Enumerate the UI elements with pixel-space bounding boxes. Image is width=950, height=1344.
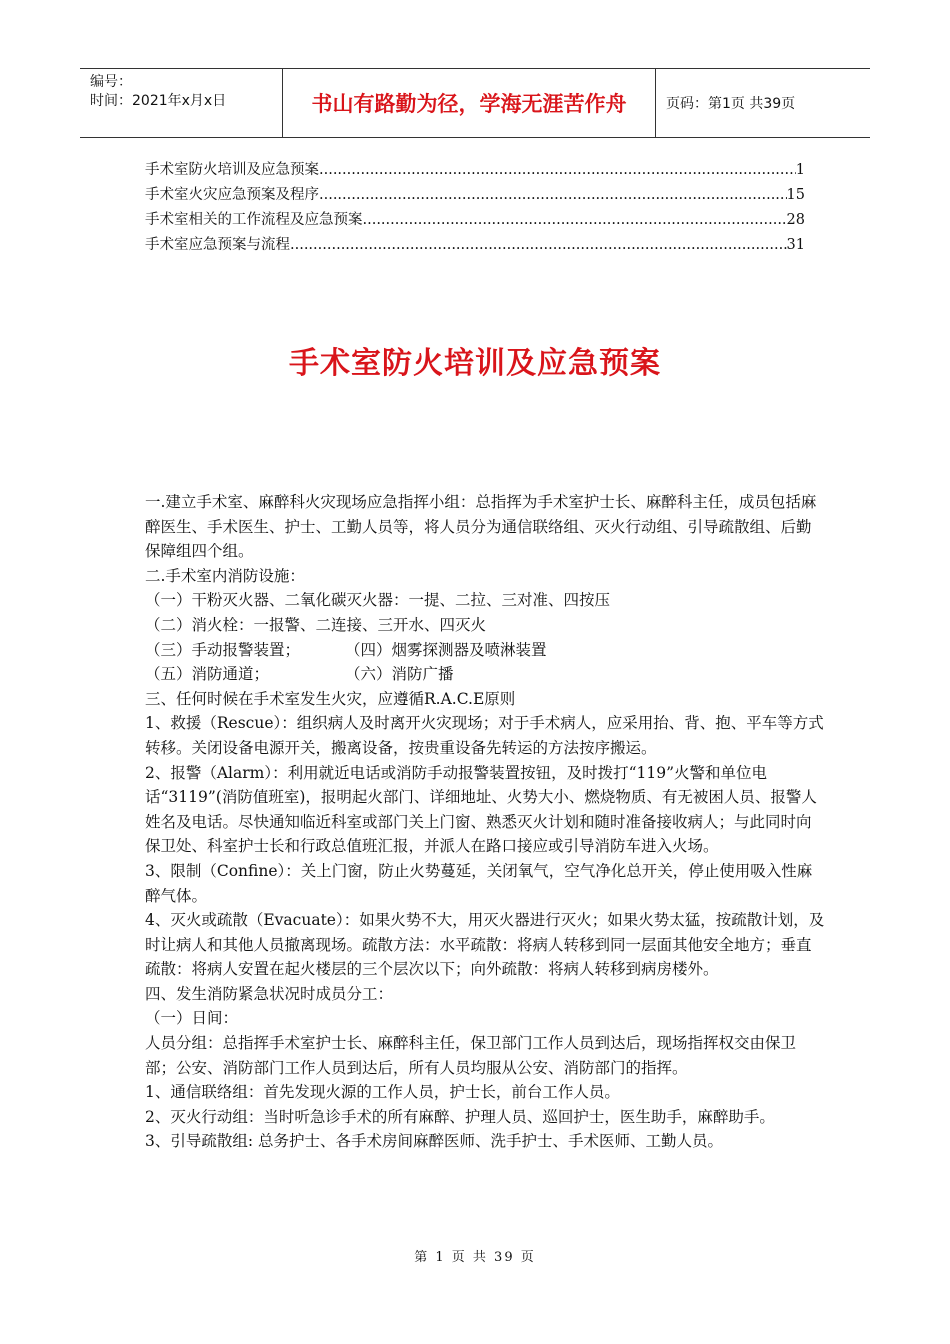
paragraph: 4、灭火或疏散（Evacuate）：如果火势不大，用灭火器进行灭火；如果火势太猛，按疏散计划，及时让病人和其他人员撤离现场。疏散方法：水平疏散：将病人转移到同一层面其他安全地方；垂直疏散：将病人安置在起火楼层的三个层次以下；向外疏散：将病人转移到病房楼外。 [145, 911, 825, 979]
toc-entry[interactable] [145, 208, 805, 233]
page-header [80, 68, 870, 138]
paragraph-item: （六）消防广播 [345, 665, 454, 684]
paragraph-pair [145, 662, 825, 687]
paragraph: 3、限制（Confine）：关上门窗，防止火势蔓延，关闭氧气，空气净化总开关，停止使用吸入性麻醉气体。 [145, 861, 813, 905]
toc-entry-title: 手术室相关的工作流程及应急预案 [145, 212, 363, 228]
toc-entry-page: 28 [786, 212, 805, 228]
toc-entry-title: 手术室防火培训及应急预案 [145, 162, 319, 178]
page-footer: 第 1 页 共 39 页 [414, 1250, 536, 1265]
toc-leader-dots [363, 208, 787, 233]
paragraph: （一）日间： [145, 1009, 239, 1028]
toc-leader-dots [319, 158, 796, 183]
paragraph: 人员分组：总指挥手术室护士长、麻醉科主任，保卫部门工作人员到达后，现场指挥权交由保卫部；公安、消防部门工作人员到达后，所有人员均服从公安、消防部门的指挥。 [145, 1034, 797, 1077]
paragraph-item: （五）消防通道； [145, 665, 270, 684]
toc-entry[interactable] [145, 183, 805, 208]
paragraph-item: （四）烟雾探测器及喷淋装置 [345, 640, 547, 659]
toc-entry-title: 手术室应急预案与流程 [145, 237, 290, 253]
toc-entry[interactable] [145, 233, 805, 258]
paragraph: 二.手术室内消防设施： [145, 566, 305, 585]
paragraph: 四、发生消防紧急状况时成员分工： [145, 984, 394, 1003]
date-line: 时间：2021年x月x日 [90, 93, 227, 109]
paragraph: 2、报警（Alarm）：利用就近电话或消防手动报警装置按钮，及时拨打“119”火警和单位电话“3119”(消防值班室)，报明起火部门、详细地址、火势大小、燃烧物质、有无被困人员、报警人姓名及电话。尽快通知临近科室或部门关上门窗、熟悉灭火计划和随时准备接收病人；与此同时向保卫处、科室护士长和行政总值班汇报，并派人在路口接应或引导消防车进入火场。 [145, 763, 817, 856]
document-title: 手术室防火培训及应急预案 [289, 346, 661, 381]
paragraph: 一.建立手术室、麻醉科火灾现场应急指挥小组：总指挥为手术室护士长、麻醉科主任，成员包括麻醉医生、手术医生、护士、工勤人员等，将人员分为通信联络组、灭火行动组、引导疏散组、后勤保障组四个组。 [145, 493, 817, 561]
paragraph: 1、救援（Rescue）：组织病人及时离开火灾现场；对于手术病人，应采用抬、背、抱、平车等方式转移。关闭设备电源开关，搬离设备，按贵重设备先转运的方法按序搬运。 [145, 714, 824, 757]
toc-entry-page: 31 [786, 237, 805, 253]
header-motto: 书山有路勤为径，学海无涯苦作舟 [283, 69, 656, 137]
paragraph: （一）干粉灭火器、二氧化碳灭火器：一提、二拉、三对准、四按压 [145, 591, 611, 610]
toc-entry-page: 1 [795, 162, 805, 178]
toc-entry-page: 15 [786, 187, 805, 203]
number-label: 编号： [90, 74, 132, 90]
document-body [145, 490, 825, 1154]
paragraph: （二）消火栓：一报警、二连接、三开水、四灭火 [145, 615, 487, 634]
paragraph: 三、任何时候在手术室发生火灾，应遵循R.A.C.E原则 [145, 689, 516, 708]
toc-leader-dots [319, 183, 787, 208]
toc-leader-dots [290, 233, 787, 258]
paragraph: 2、灭火行动组：当时听急诊手术的所有麻醉、护理人员、巡回护士，医生助手，麻醉助手。 [145, 1107, 775, 1126]
header-page-info: 页码：第1页 共39页 [666, 96, 796, 112]
paragraph-item: （三）手动报警装置； [145, 640, 301, 659]
paragraph: 1、通信联络组：首先发现火源的工作人员，护士长，前台工作人员。 [145, 1083, 620, 1102]
paragraph-pair [145, 638, 825, 663]
table-of-contents [145, 158, 805, 258]
toc-entry[interactable] [145, 158, 805, 183]
toc-entry-title: 手术室火灾应急预案及程序 [145, 187, 319, 203]
paragraph: 3、引导疏散组: 总务护士、各手术房间麻醉医师、洗手护士、手术医师、工勤人员。 [145, 1132, 724, 1151]
header-meta [80, 69, 283, 137]
